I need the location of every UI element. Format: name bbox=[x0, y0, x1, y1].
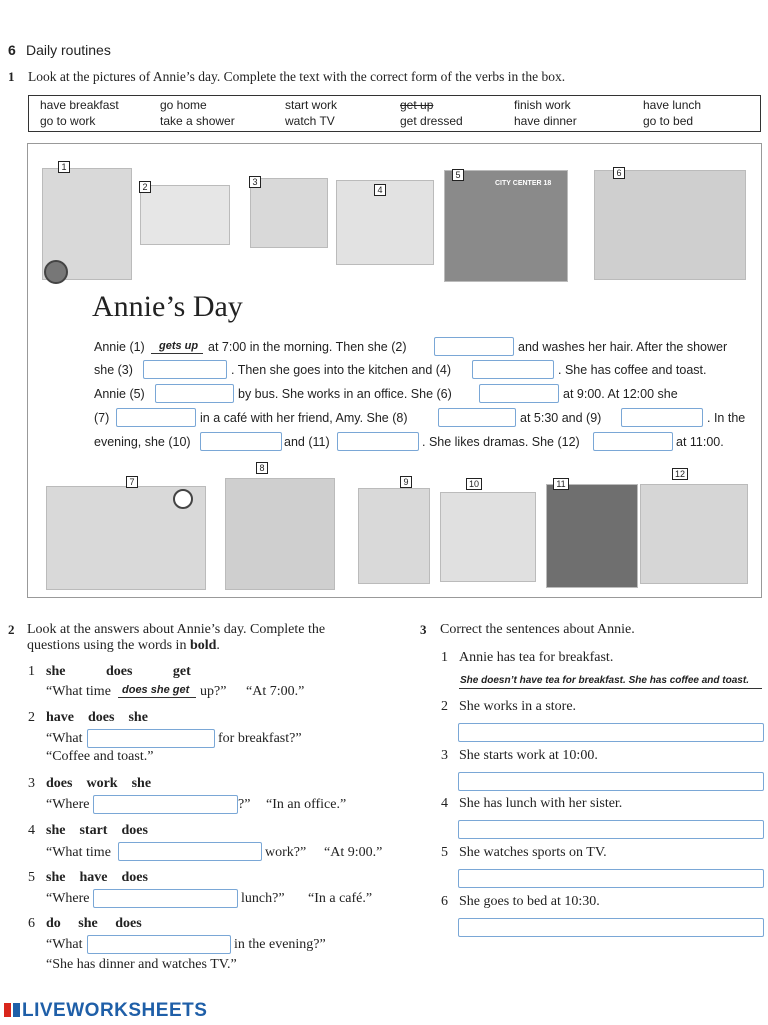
ex3-item-number: 4 bbox=[441, 796, 448, 811]
ex2-question-end: ?” bbox=[238, 797, 251, 812]
story-line: by bus. She works in an office. She (6) bbox=[238, 387, 452, 401]
story-line: in a café with her friend, Amy. She (8) bbox=[200, 411, 408, 425]
ex2-bold-words bbox=[46, 870, 148, 886]
ex3-answer-input-5[interactable] bbox=[458, 869, 764, 888]
ex2-number: 2 bbox=[8, 622, 15, 637]
story-line: and washes her hair. After the shower bbox=[518, 340, 728, 354]
example-underline bbox=[459, 688, 762, 689]
answer-input-11[interactable] bbox=[337, 432, 419, 451]
verb-item: go to bed bbox=[643, 114, 694, 128]
ex2-bold-words bbox=[46, 776, 151, 792]
ex2-answer-input-5[interactable] bbox=[93, 889, 238, 908]
ex2-item-number: 1 bbox=[28, 664, 35, 679]
ex3-item-number: 6 bbox=[441, 894, 448, 909]
ex2-question-start: “What bbox=[46, 937, 83, 952]
ex3-example-answer: She doesn’t have tea for breakfast. She has coffee and toast. bbox=[460, 675, 749, 686]
ex3-sentence: She goes to bed at 10:30. bbox=[459, 894, 600, 909]
ex2-answer: “In a café.” bbox=[308, 891, 373, 906]
ex2-answer-input-3[interactable] bbox=[93, 795, 238, 814]
verb-item: go home bbox=[160, 98, 207, 112]
bold-word: she bbox=[46, 664, 66, 679]
picture-number: 10 bbox=[466, 478, 482, 490]
bus-sign: CITY CENTER 18 bbox=[495, 180, 552, 187]
key-lock-icon bbox=[358, 488, 430, 584]
ex2-example-answer: does she get bbox=[122, 684, 190, 696]
bed-icon bbox=[640, 484, 748, 584]
answer-input-2[interactable] bbox=[434, 337, 514, 356]
picture-number: 9 bbox=[400, 476, 412, 488]
ex2-bold-words bbox=[46, 664, 191, 680]
ex1-number: 1 bbox=[8, 69, 15, 84]
verb-item: get dressed bbox=[400, 114, 463, 128]
ex2-question-end: work?” bbox=[265, 845, 307, 860]
alarm-clock-icon bbox=[44, 260, 68, 284]
ex2-bold-words bbox=[46, 710, 148, 726]
bold-word: does bbox=[105, 664, 133, 679]
story-line: evening, she (10) bbox=[94, 435, 191, 449]
ex2-item-number: 4 bbox=[28, 823, 35, 838]
example-underline bbox=[151, 353, 203, 354]
section-title: Daily routines bbox=[26, 42, 111, 58]
ex2-answer: “Coffee and toast.” bbox=[46, 749, 154, 764]
bold-word: does bbox=[121, 870, 148, 885]
story-line: . She has coffee and toast. bbox=[558, 363, 707, 377]
computer-icon bbox=[594, 170, 746, 280]
story-line: at 5:30 and (9) bbox=[520, 411, 602, 425]
ex2-question-start: “Where bbox=[46, 797, 90, 812]
verb-box-content bbox=[40, 97, 760, 129]
ex3-item-number: 3 bbox=[441, 748, 448, 763]
section-number: 6 bbox=[8, 42, 16, 58]
picture-number: 3 bbox=[249, 176, 261, 188]
example-answer: gets up bbox=[159, 340, 199, 352]
picture-number: 7 bbox=[126, 476, 138, 488]
ex3-item-number: 1 bbox=[441, 650, 448, 665]
bold-word: she bbox=[78, 916, 98, 931]
answer-input-12[interactable] bbox=[593, 432, 673, 451]
door-icon bbox=[225, 478, 335, 590]
answer-input-6[interactable] bbox=[479, 384, 559, 403]
story-line: (7) bbox=[94, 411, 110, 425]
ex2-question-start: “What bbox=[46, 731, 83, 746]
ex2-answer: “She has dinner and watches TV.” bbox=[46, 957, 237, 972]
bold-word: she bbox=[131, 776, 152, 791]
bold-word: she bbox=[46, 870, 66, 885]
bold-word: work bbox=[86, 776, 118, 791]
picture-number: 5 bbox=[452, 169, 464, 181]
ex2-question-start: “What time bbox=[46, 845, 111, 860]
picture-number: 2 bbox=[139, 181, 151, 193]
ex3-sentence: Annie has tea for breakfast. bbox=[459, 650, 614, 665]
answer-input-4[interactable] bbox=[472, 360, 554, 379]
picture-number: 1 bbox=[58, 161, 70, 173]
ex2-bold-words bbox=[46, 916, 142, 932]
answer-input-8[interactable] bbox=[438, 408, 516, 427]
answer-input-9[interactable] bbox=[621, 408, 703, 427]
ex3-answer-input-2[interactable] bbox=[458, 723, 764, 742]
ex2-instruction-bold: bold bbox=[189, 638, 217, 653]
ex2-answer: “At 7:00.” bbox=[246, 684, 305, 699]
wall-clock-icon bbox=[173, 489, 193, 509]
ex3-item-number: 5 bbox=[441, 845, 448, 860]
story-line: . Then she goes into the kitchen and (4) bbox=[231, 363, 452, 377]
ex3-answer-input-3[interactable] bbox=[458, 772, 764, 791]
verb-item: take a shower bbox=[160, 114, 235, 128]
picture-number: 11 bbox=[553, 478, 569, 490]
ex2-instruction-text: . bbox=[216, 638, 220, 653]
story-line: . In the bbox=[707, 411, 746, 425]
ex2-instruction: Look at the answers about Annie’s day. Complete the bbox=[27, 622, 326, 637]
ex2-item-number: 2 bbox=[28, 710, 35, 725]
bold-word: does bbox=[88, 710, 115, 725]
ex2-question-end: up?” bbox=[200, 684, 227, 699]
ex3-sentence: She has lunch with her sister. bbox=[459, 796, 623, 811]
footer-brand[interactable]: LIVEWORKSHEETS bbox=[22, 1000, 208, 1021]
bold-word: start bbox=[79, 823, 108, 838]
ex3-answer-input-4[interactable] bbox=[458, 820, 764, 839]
bold-word: does bbox=[46, 776, 73, 791]
liveworksheets-logo-icon bbox=[2, 1000, 22, 1020]
ex1-instruction: Look at the pictures of Annie’s day. Complete the text with the correct form of the verbs in the box. bbox=[28, 69, 566, 84]
ex2-answer: “In an office.” bbox=[266, 797, 347, 812]
bold-word: she bbox=[128, 710, 148, 725]
ex2-item-number: 5 bbox=[28, 870, 35, 885]
ex2-bold-words bbox=[46, 823, 148, 839]
dinner-plate-icon bbox=[440, 492, 536, 582]
bold-word: she bbox=[46, 823, 66, 838]
ex2-question-end: for breakfast?” bbox=[218, 731, 302, 746]
story-line: . She likes dramas. She (12) bbox=[422, 435, 580, 449]
verb-item: watch TV bbox=[285, 114, 335, 128]
verb-item: have dinner bbox=[514, 114, 577, 128]
ex3-sentence: She works in a store. bbox=[459, 699, 577, 714]
answer-input-5[interactable] bbox=[155, 384, 234, 403]
ex3-instruction: Correct the sentences about Annie. bbox=[440, 622, 635, 637]
answer-input-10[interactable] bbox=[200, 432, 282, 451]
ex2-instruction-text: questions using the words in bbox=[27, 638, 190, 653]
bold-word: get bbox=[172, 664, 191, 679]
picture-number: 4 bbox=[374, 184, 386, 196]
ex3-item-number: 2 bbox=[441, 699, 448, 714]
verb-item: go to work bbox=[40, 114, 96, 128]
story-title: Annie’s Day bbox=[92, 290, 243, 323]
verb-item: have breakfast bbox=[40, 98, 119, 112]
picture-number: 8 bbox=[256, 462, 268, 474]
woman-dressing-icon bbox=[250, 178, 328, 248]
ex3-sentence: She watches sports on TV. bbox=[459, 845, 607, 860]
ex3-sentence: She starts work at 10:00. bbox=[459, 748, 598, 763]
ex2-question-start: “What time bbox=[46, 684, 111, 699]
example-underline bbox=[118, 697, 196, 698]
story-line: Annie (5) bbox=[94, 387, 145, 401]
bold-word: does bbox=[115, 916, 142, 931]
ex3-number: 3 bbox=[420, 622, 427, 637]
story-line: at 11:00. bbox=[676, 435, 724, 449]
ex2-answer-input-6[interactable] bbox=[87, 935, 231, 954]
story-line: Annie (1) bbox=[94, 340, 145, 354]
verb-item: have lunch bbox=[643, 98, 702, 112]
verb-item: start work bbox=[285, 98, 338, 112]
ex3-answer-input-6[interactable] bbox=[458, 918, 764, 937]
bold-word: do bbox=[46, 916, 61, 931]
bold-word: have bbox=[46, 710, 74, 725]
bold-word: have bbox=[79, 870, 108, 885]
story-line: she (3) bbox=[94, 363, 133, 377]
ex2-answer-input-4[interactable] bbox=[118, 842, 262, 861]
ex2-question-end: lunch?” bbox=[241, 891, 285, 906]
verb-item: finish work bbox=[514, 98, 571, 112]
picture-number: 6 bbox=[613, 167, 625, 179]
bold-word: does bbox=[121, 823, 148, 838]
story-line: at 7:00 in the morning. Then she (2) bbox=[208, 340, 407, 354]
story-line: at 9:00. At 12:00 she bbox=[563, 387, 678, 401]
ex2-item-number: 3 bbox=[28, 776, 35, 791]
ex2-question-end: in the evening?” bbox=[234, 937, 326, 952]
tv-icon bbox=[546, 484, 638, 588]
story-line: and (11) bbox=[284, 435, 330, 449]
ex2-question-start: “Where bbox=[46, 891, 90, 906]
shower-icon bbox=[140, 185, 230, 245]
ex2-answer: “At 9:00.” bbox=[324, 845, 383, 860]
answer-input-3[interactable] bbox=[143, 360, 227, 379]
picture-number: 12 bbox=[672, 468, 688, 480]
verb-item-used: get up bbox=[400, 98, 434, 112]
answer-input-7[interactable] bbox=[116, 408, 196, 427]
ex2-item-number: 6 bbox=[28, 916, 35, 931]
ex2-answer-input-2[interactable] bbox=[87, 729, 215, 748]
ex2-instruction bbox=[27, 638, 220, 654]
